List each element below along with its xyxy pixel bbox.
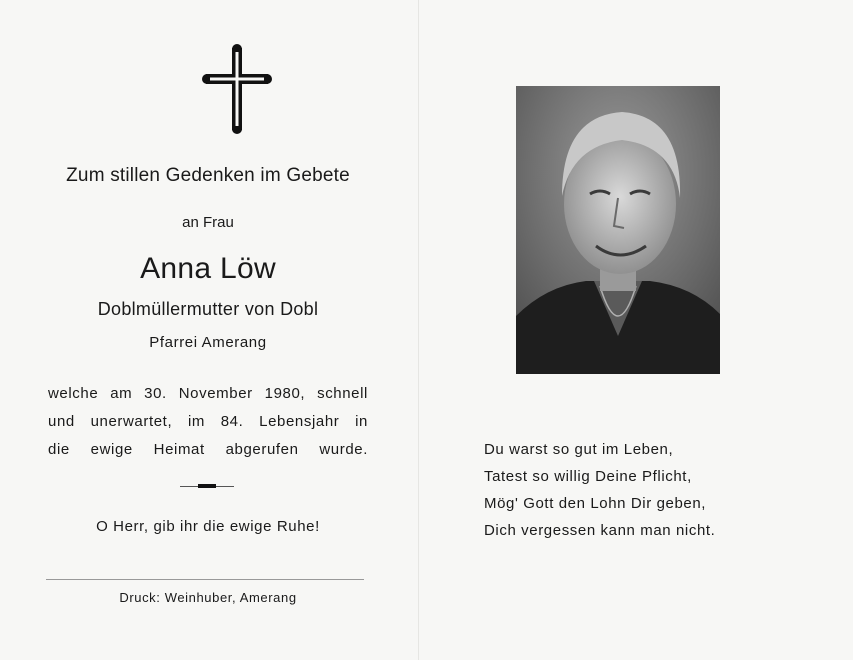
poem-line: Dich vergessen kann man nicht. xyxy=(484,522,716,539)
poem-line: Mög' Gott den Lohn Dir geben, xyxy=(484,495,707,512)
divider-mark xyxy=(198,484,216,488)
death-notice-text xyxy=(48,380,368,464)
portrait-photo-icon xyxy=(516,86,720,374)
poem-line: Du warst so gut im Leben, xyxy=(484,441,674,458)
salutation: an Frau xyxy=(182,214,234,231)
card-fold xyxy=(418,0,419,660)
parish: Pfarrei Amerang xyxy=(149,334,267,351)
deceased-title: Doblmüllermutter von Dobl xyxy=(97,299,319,319)
body-line: die ewige Heimat abgerufen wurde. xyxy=(48,441,368,458)
printer-credit: Druck: Weinhuber, Amerang xyxy=(119,590,297,605)
card-heading: Zum stillen Gedenken im Gebete xyxy=(66,165,350,186)
footer-rule xyxy=(46,579,364,580)
poem-line: Tatest so willig Deine Pflicht, xyxy=(484,468,692,485)
prayer-text: O Herr, gib ihr die ewige Ruhe! xyxy=(96,518,320,535)
cross-icon xyxy=(202,44,272,134)
body-line: und unerwartet, im 84. Lebensjahr in xyxy=(48,413,368,430)
body-line: welche am 30. November 1980, schnell xyxy=(48,385,368,402)
poem xyxy=(484,436,784,544)
deceased-name: Anna Löw xyxy=(140,252,276,285)
portrait-photo xyxy=(516,86,720,374)
